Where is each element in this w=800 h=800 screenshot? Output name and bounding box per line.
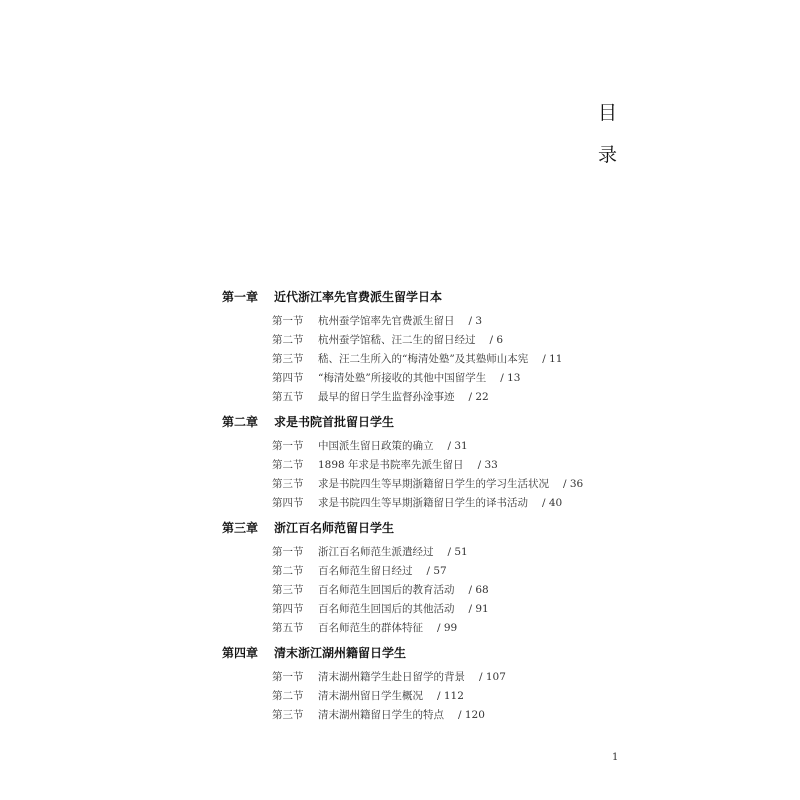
section-page: / 91 [468,602,489,615]
chapter-4 [222,643,642,724]
chapter-number: 第二章 [222,415,259,429]
section-page: / 22 [468,390,489,403]
section-page: / 3 [468,314,483,327]
section-entry[interactable] [222,580,642,599]
section-page: / 6 [489,333,504,346]
section-page: / 11 [542,352,563,365]
section-entry[interactable] [222,436,642,455]
chapter-title: 浙江百名师范留日学生 [274,521,395,535]
section-entry[interactable] [222,561,642,580]
section-entry[interactable] [222,330,642,349]
section-entry[interactable] [222,686,642,705]
section-number: 第一节 [272,546,304,558]
section-page: / 107 [479,670,506,683]
chapter-heading[interactable] [222,287,642,306]
section-number: 第一节 [272,315,304,327]
section-page: / 40 [542,496,563,509]
section-title: 求是书院四生等早期浙籍留日学生的译书活动 [318,497,528,509]
section-entry[interactable] [222,368,642,387]
section-page: / 51 [447,545,468,558]
section-number: 第四节 [272,372,304,384]
section-number: 第二节 [272,459,304,471]
section-number: 第五节 [272,391,304,403]
section-title: 浙江百名师范生派遣经过 [318,546,434,558]
section-entry[interactable] [222,455,642,474]
title-char-1: 目 [598,102,618,124]
section-page: / 120 [458,708,485,721]
section-title: 清末湖州籍学生赴日留学的背景 [318,671,465,683]
section-entry[interactable] [222,542,642,561]
section-number: 第三节 [272,353,304,365]
chapter-3 [222,518,642,637]
chapter-heading[interactable] [222,412,642,431]
section-number: 第一节 [272,440,304,452]
section-number: 第一节 [272,671,304,683]
section-entry[interactable] [222,493,642,512]
section-number: 第四节 [272,603,304,615]
section-entry[interactable] [222,387,642,406]
section-number: 第三节 [272,709,304,721]
chapter-title: 求是书院首批留日学生 [274,415,395,429]
section-title: “梅清处塾”所接收的其他中国留学生 [318,372,487,384]
section-title: 中国派生留日政策的确立 [318,440,434,452]
page-title [598,92,622,176]
section-number: 第二节 [272,565,304,577]
section-number: 第二节 [272,690,304,702]
chapter-heading[interactable] [222,518,642,537]
chapter-2 [222,412,642,512]
section-page: / 57 [426,564,447,577]
section-entry[interactable] [222,618,642,637]
section-page: / 36 [563,477,584,490]
section-title: 杭州蚕学馆嵇、汪二生的留日经过 [318,334,476,346]
section-title: 百名师范生的群体特征 [318,622,423,634]
section-page: / 33 [477,458,498,471]
section-title: 百名师范生回国后的其他活动 [318,603,455,615]
chapter-number: 第三章 [222,521,259,535]
section-title: 清末湖州留日学生概况 [318,690,423,702]
chapter-title: 近代浙江率先官费派生留学日本 [274,290,443,304]
section-title: 百名师范生留日经过 [318,565,413,577]
section-page: / 112 [437,689,464,702]
table-of-contents [222,287,642,730]
page-number: 1 [612,752,619,763]
section-title: 1898 年求是书院率先派生留日 [318,459,464,471]
section-entry[interactable] [222,349,642,368]
section-entry[interactable] [222,705,642,724]
section-title: 求是书院四生等早期浙籍留日学生的学习生活状况 [318,478,549,490]
section-number: 第四节 [272,497,304,509]
section-title: 清末湖州籍留日学生的特点 [318,709,444,721]
section-number: 第二节 [272,334,304,346]
chapter-1 [222,287,642,406]
section-page: / 13 [500,371,521,384]
section-entry[interactable] [222,311,642,330]
chapter-number: 第四章 [222,646,259,660]
section-page: / 68 [468,583,489,596]
section-entry[interactable] [222,474,642,493]
section-page: / 31 [447,439,468,452]
chapter-number: 第一章 [222,290,259,304]
section-title: 百名师范生回国后的教育活动 [318,584,455,596]
section-page: / 99 [437,621,458,634]
section-title: 最早的留日学生监督孙淦事迹 [318,391,455,403]
section-number: 第三节 [272,584,304,596]
section-title: 杭州蚕学馆率先官费派生留日 [318,315,455,327]
section-number: 第五节 [272,622,304,634]
section-entry[interactable] [222,667,642,686]
section-title: 嵇、汪二生所入的“梅清处塾”及其塾师山本宪 [318,353,529,365]
section-number: 第三节 [272,478,304,490]
chapter-title: 清末浙江湖州籍留日学生 [274,646,407,660]
title-char-2: 录 [598,144,618,166]
chapter-heading[interactable] [222,643,642,662]
section-entry[interactable] [222,599,642,618]
